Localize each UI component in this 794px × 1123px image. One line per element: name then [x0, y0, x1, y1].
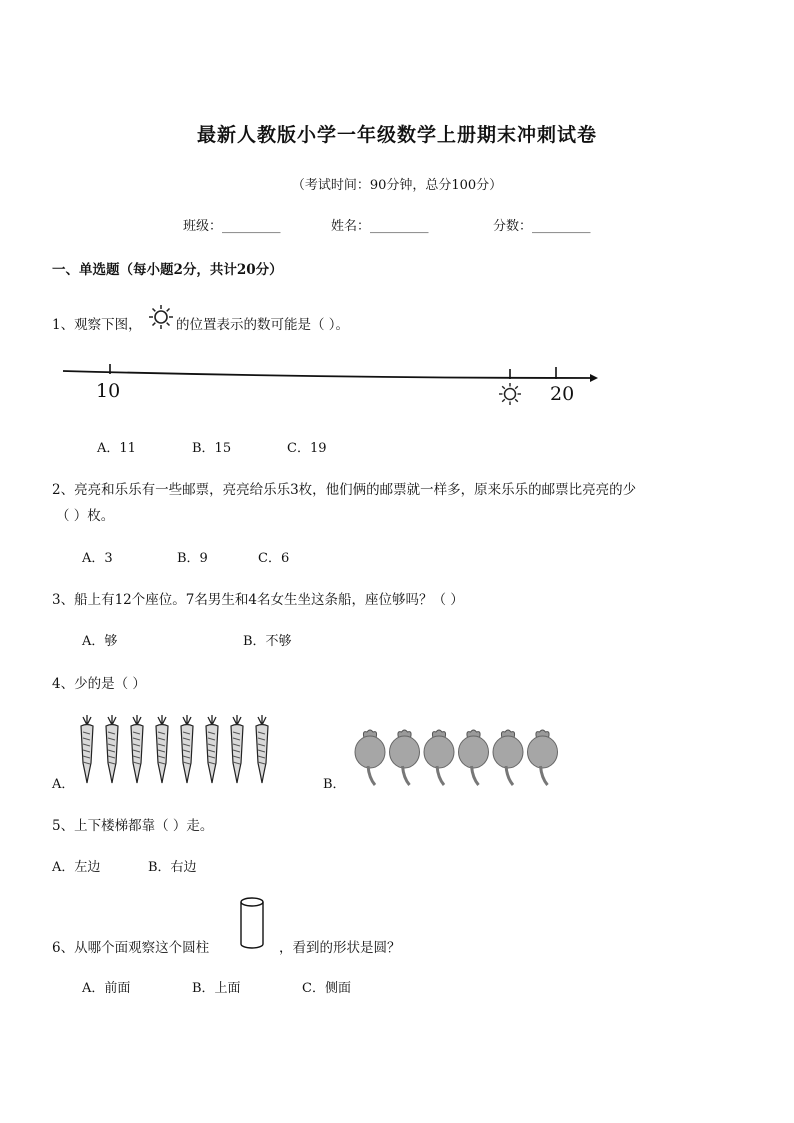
q6-option-c[interactable]: C．侧面: [302, 981, 351, 996]
q2-option-b[interactable]: B．9: [177, 551, 208, 566]
carrot-icon: [231, 715, 243, 783]
sun-marker-icon: [499, 383, 521, 405]
numberline-label-10: 10: [96, 380, 121, 402]
radish-icon: [390, 730, 420, 785]
carrot-icon: [256, 715, 268, 783]
radish-icon: [528, 730, 558, 785]
question-3: 3、船上有12个座位。7名男生和4名女生坐这条船，座位够吗？（ ）: [52, 592, 464, 608]
radish-icon: [355, 730, 385, 785]
radish-icon: [459, 730, 489, 785]
question-2-line2: （ ）枚。: [56, 508, 115, 524]
question-1-prefix: 1、观察下图，: [52, 317, 142, 333]
q4-option-a[interactable]: A．: [52, 777, 75, 792]
carrot-icon: [206, 715, 218, 783]
cylinder-icon: [238, 895, 266, 951]
q6-option-b[interactable]: B．上面: [192, 981, 241, 996]
carrots-group[interactable]: [76, 715, 281, 787]
carrot-icon: [181, 715, 193, 783]
q1-option-c[interactable]: C．19: [287, 441, 327, 456]
question-6-prefix: 6、从哪个面观察这个圆柱: [52, 940, 210, 956]
sun-icon: [148, 304, 174, 330]
question-4: 4、少的是（ ）: [52, 676, 146, 692]
page-title: 最新人教版小学一年级数学上册期末冲刺试卷: [196, 124, 597, 146]
q3-option-a[interactable]: A．够: [82, 634, 118, 649]
radish-icon: [493, 730, 523, 785]
q2-option-a[interactable]: A．3: [82, 551, 113, 566]
q2-option-c[interactable]: C．6: [258, 551, 290, 566]
q4-option-b[interactable]: B．: [323, 777, 346, 792]
carrot-icon: [106, 715, 118, 783]
score-field[interactable]: 分数：_________: [493, 219, 591, 234]
carrot-icon: [81, 715, 93, 783]
q6-option-a[interactable]: A．前面: [82, 981, 131, 996]
question-5: 5、上下楼梯都靠（ ）走。: [52, 818, 214, 834]
carrot-icon: [131, 715, 143, 783]
section-heading: 一、单选题（每小题2分，共计20分）: [52, 262, 283, 278]
number-line: [60, 360, 600, 410]
q1-option-a[interactable]: A．11: [97, 441, 136, 456]
question-6-suffix: ，看到的形状是圆？: [279, 940, 401, 956]
q5-option-a[interactable]: A．左边: [52, 860, 101, 875]
question-2-line1: 2、亮亮和乐乐有一些邮票，亮亮给乐乐3枚，他们俩的邮票就一样多，原来乐乐的邮票比亮亮的少: [52, 482, 637, 498]
radishes-group[interactable]: [352, 728, 564, 788]
q3-option-b[interactable]: B．不够: [243, 634, 292, 649]
q1-option-b[interactable]: B．15: [192, 441, 232, 456]
name-field[interactable]: 姓名：_________: [331, 219, 429, 234]
radish-icon: [424, 730, 454, 785]
exam-subtitle: （考试时间：90分钟，总分100分）: [291, 178, 503, 193]
carrot-icon: [156, 715, 168, 783]
question-1-suffix: 的位置表示的数可能是（ ）。: [176, 317, 350, 333]
numberline-label-20: 20: [550, 383, 575, 405]
q5-option-b[interactable]: B．右边: [148, 860, 197, 875]
class-field[interactable]: 班级：_________: [183, 219, 281, 234]
